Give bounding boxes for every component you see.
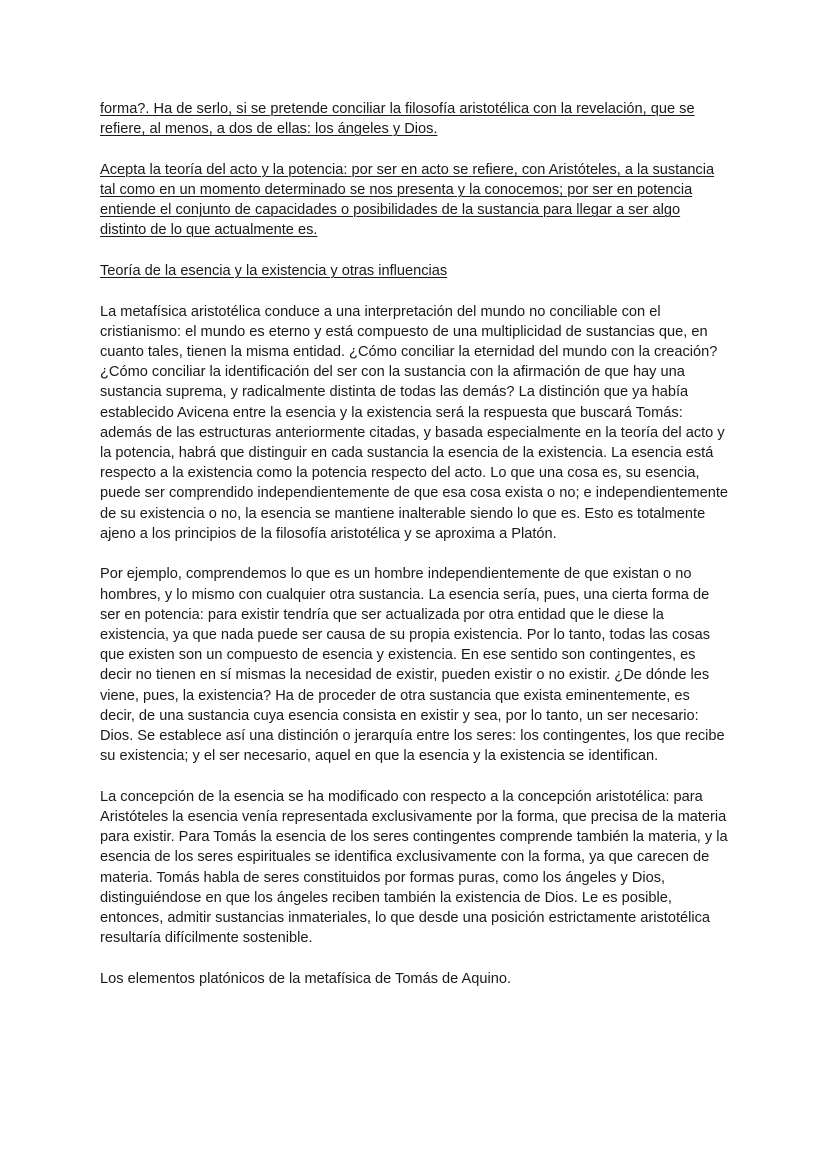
paragraph-essence-conception: La concepción de la esencia se ha modificado con respecto a la concepción aristotélica: para Aristóteles la esencia venía representada exclusivamente por la forma, que precisa de la materia para existir. Para Tomás la esencia de los seres contingentes comprende también la materia, y la esencia de los seres espirituales se identifica exclusivamente con la forma, ya que carecen de materia. Tomás habla de seres constituidos por formas puras, como los ángeles y Dios, distinguiéndose en que los ángeles reciben también la existencia de Dios. Le es posible, entonces, admitir sustancias inmateriales, lo que desde una posición estrictamente aristotélica resultaría difícilmente sostenible.: [100, 788, 728, 947]
paragraph-example-man: Por ejemplo, comprendemos lo que es un hombre independientemente de que existan o no hombres, y lo mismo con cualquier otra sustancia. La esencia sería, pues, una cierta forma de ser en potencia: para existir tendría que ser actualizada por otra entidad que le diese la existencia, ya que nada puede ser causa de su propia existencia. Por lo tanto, todas las cosas que existen son un compuesto de esencia y existencia. En ese sentido son contingentes, es decir no tienen en sí mismas la necesidad de existir, pueden existir o no existir. ¿De dónde les viene, pues, la existencia? Ha de proceder de otra sustancia que exista eminentemente, es decir, de una sustancia cuya esencia consista en existir y sea, por lo tanto, un ser necesario: Dios. Se establece así una distinción o jerarquía entre los seres: los contingentes, los que recibe su existencia; y el ser necesario, aquel en que la esencia y la existencia se identifican.: [100, 566, 725, 765]
paragraph-aristotelian-metaphysics: La metafísica aristotélica conduce a una interpretación del mundo no conciliable con el cristianismo: el mundo es eterno y está compuesto de una multiplicidad de sustancias que, en cuanto tales, tienen la misma entidad. ¿Cómo conciliar la eternidad del mundo con la creación? ¿Cómo conciliar la identificación del ser con la sustancia con la afirmación de que hay una sustancia suprema, y radicalmente distinta de todas las demás? La distinción que ya había establecido Avicena entre la esencia y la existencia será la respuesta que buscará Tomás: además de las estructuras anteriormente citadas, y basada especialmente en la teoría del acto y la potencia, habrá que distinguir en cada sustancia la esencia de la existencia. La esencia está respecto a la existencia como la potencia respecto del acto. Lo que una cosa es, su esencia, puede ser comprendido independientemente de que esa cosa exista o no; e independientemente de su existencia o no, la esencia se mantiene inalterable siendo lo que es. Esto es totalmente ajeno a los principios de la filosofía aristotélica y se aproxima a Platón.: [100, 303, 728, 542]
document-page: [100, 99, 728, 1009]
section-heading-essence-existence: Teoría de la esencia y la existencia y otras influencias: [100, 263, 448, 279]
paragraph-angels-god: forma?. Ha de serlo, si se pretende conciliar la filosofía aristotélica con la revelación, que se refiere, al menos, a dos de ellas: los ángeles y Dios.: [100, 101, 695, 138]
paragraph-platonic-elements: Los elementos platónicos de la metafísica de Tomás de Aquino.: [100, 970, 512, 987]
paragraph-act-potency: Acepta la teoría del acto y la potencia: por ser en acto se refiere, con Aristóteles, a la sustancia tal como en un momento determinado se nos presenta y la conocemos; por ser en potencia entiende el conjunto de capacidades o posibilidades de la sustancia para llegar a ser algo distinto de lo que actualmente es.: [100, 161, 715, 239]
